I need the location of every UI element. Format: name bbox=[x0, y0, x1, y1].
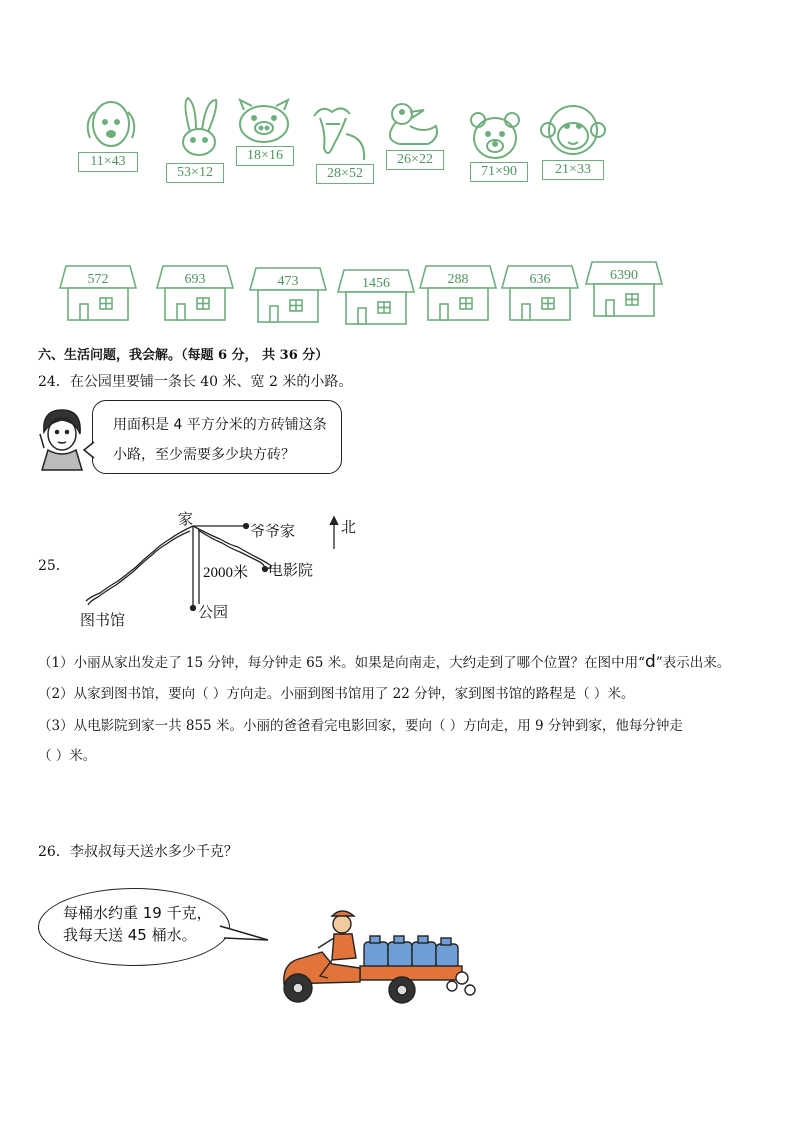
map-label-grandpa: 爷爷家 bbox=[250, 524, 296, 540]
house bbox=[58, 264, 138, 322]
house bbox=[500, 264, 580, 322]
map-label-library: 图书馆 bbox=[80, 613, 126, 629]
speech-bubble-26 bbox=[38, 888, 230, 966]
animal-expr-dog: 11×43 bbox=[78, 152, 138, 172]
question-26-text: 26．李叔叔每天送水多少千克？ bbox=[38, 844, 238, 860]
house bbox=[248, 266, 328, 324]
monkey-icon bbox=[540, 102, 606, 158]
house bbox=[418, 264, 498, 322]
q25-part1-text-a: （1）小丽从家出发走了 15 分钟，每分钟走 65 米。如果是向南走，大约走到了哪个位置？在图中用“ bbox=[38, 655, 646, 671]
question-25-part3-line2: （ ）米。 bbox=[38, 748, 97, 764]
map-label-park: 公园 bbox=[198, 605, 229, 621]
house-number: 572 bbox=[87, 272, 109, 287]
bubble-tail-icon bbox=[82, 440, 96, 460]
dog-icon bbox=[78, 98, 144, 158]
house-number: 473 bbox=[277, 274, 299, 289]
house-number: 6390 bbox=[610, 268, 638, 283]
bubble-26-line2: 我每天送 45 桶水。 bbox=[63, 926, 197, 944]
house bbox=[336, 268, 416, 326]
pig-icon bbox=[234, 98, 294, 146]
animal-expr-goat: 28×52 bbox=[316, 164, 374, 184]
bubble-26-line1: 每桶水约重 19 千克， bbox=[63, 904, 212, 922]
bubble-24-line1: 用面积是 4 平方分米的方砖铺这条 bbox=[113, 417, 327, 433]
map-label-home: 家 bbox=[178, 512, 194, 528]
delivery-tricycle-icon bbox=[276, 906, 480, 1006]
map-label-distance: 2000米 bbox=[203, 565, 249, 581]
question-25-part3-line1: （3）从电影院到家一共 855 米。小丽的爸爸看完电影回家，要向（ ）方向走，用 9 分钟到家，他每分钟走 bbox=[38, 718, 683, 734]
duck-icon bbox=[380, 100, 446, 150]
animal-expr-duck: 26×22 bbox=[386, 150, 444, 170]
animal-expr-bear: 71×90 bbox=[470, 162, 528, 182]
house-number: 288 bbox=[447, 272, 469, 287]
speech-bubble-24 bbox=[92, 400, 342, 474]
q25-part1-mark: d bbox=[645, 652, 656, 672]
animal-expr-monkey: 21×33 bbox=[542, 160, 604, 180]
question-25-part1 bbox=[38, 652, 730, 673]
map-label-cinema: 电影院 bbox=[268, 563, 314, 579]
house-number: 636 bbox=[529, 272, 551, 287]
map-label-north: 北 bbox=[341, 520, 357, 536]
house bbox=[584, 260, 664, 318]
q25-part1-text-b: ”表示出来。 bbox=[655, 655, 731, 671]
bubble-24-line2: 小路，至少需要多少块方砖？ bbox=[113, 447, 295, 463]
house-number: 693 bbox=[184, 272, 206, 287]
goat-icon bbox=[306, 104, 372, 166]
bubble-tail-icon bbox=[218, 922, 270, 946]
rabbit-icon bbox=[168, 96, 228, 162]
girl-icon bbox=[36, 406, 88, 472]
question-24-text: 24．在公园里要铺一条长 40 米、宽 2 米的小路。 bbox=[38, 374, 353, 390]
bear-icon bbox=[468, 110, 522, 162]
question-25-number: 25． bbox=[38, 558, 70, 574]
house bbox=[155, 264, 235, 322]
section-heading: 六、生活问题，我会解。（每题 6 分， 共 36 分） bbox=[38, 348, 329, 363]
house-number: 1456 bbox=[362, 276, 390, 291]
animal-expr-pig: 18×16 bbox=[236, 146, 294, 166]
question-25-part2: （2）从家到图书馆，要向（ ）方向走。小丽到图书馆用了 22 分钟，家到图书馆的路程是（ ）米。 bbox=[38, 686, 635, 702]
animal-expr-rabbit: 53×12 bbox=[166, 163, 224, 183]
